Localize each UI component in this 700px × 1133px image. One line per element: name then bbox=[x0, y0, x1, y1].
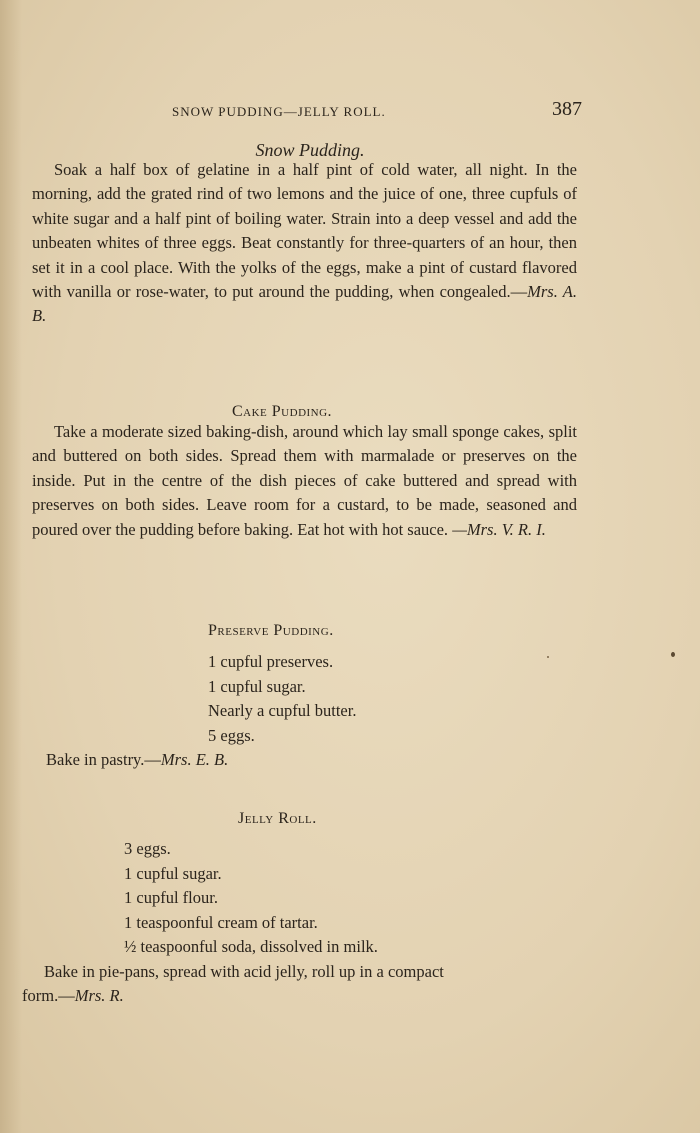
snow-pudding-body: Soak a half box of gelatine in a half pint of cold water, all night. In the morning, add the grated rind of two lemons and the juice of one, three cupfuls of white sugar and a half pint of boiling water. Strain into a deep vessel and add the unbeaten whites of three eggs. Beat constantly for three-quarters of an hour, then set it in a cool place. With the yolks of the eggs, make a pint of custard flavored with vanilla or rose-water, to put around the pudding, when congealed.— bbox=[32, 160, 577, 302]
list-item: 1 teaspoonful cream of tartar. bbox=[124, 912, 318, 932]
list-item: 1 cupful sugar. bbox=[124, 863, 222, 883]
cake-pudding-text bbox=[32, 420, 577, 542]
list-item: 1 cupful flour. bbox=[124, 888, 218, 907]
cake-pudding-attribution: —Mrs. V. R. I. bbox=[452, 519, 546, 539]
page-header bbox=[172, 100, 582, 124]
list-item: 1 cupful sugar. bbox=[208, 676, 306, 696]
snow-pudding-text bbox=[32, 158, 577, 329]
page-gutter-shadow bbox=[0, 0, 22, 1133]
snow-pudding-attribution: Mrs. A. B. bbox=[32, 282, 577, 326]
jelly-roll-instruction-line-1: Bake in pie-pans, spread with acid jelly, roll up in a compact bbox=[44, 962, 444, 981]
running-head: SNOW PUDDING—JELLY ROLL. bbox=[172, 104, 386, 119]
paper-speck bbox=[547, 656, 549, 658]
jelly-roll-attribution: Mrs. R. bbox=[74, 986, 124, 1005]
preserve-pudding-ingredients bbox=[208, 650, 356, 748]
cake-pudding-title: Cake Pudding. bbox=[232, 403, 333, 420]
list-item: 5 eggs. bbox=[208, 725, 255, 745]
preserve-pudding-instruction bbox=[46, 750, 228, 770]
list-item: Nearly a cupful butter. bbox=[208, 701, 357, 720]
preserve-pudding-title: Preserve Pudding. bbox=[208, 622, 334, 639]
list-item: 3 eggs. bbox=[124, 839, 171, 858]
jelly-roll-title: Jelly Roll. bbox=[238, 810, 317, 827]
cake-pudding-body: Take a moderate sized baking-dish, around which lay small sponge cakes, split and buttered on both sides. Spread them with marmalade or preserves on the inside. Put in the centre of the dish pieces of cake buttered and spread with preserves on both sides. Leave room for a custard, to be made, seasoned and poured over the pudding before baking. Eat hot with hot sauce. bbox=[32, 422, 577, 539]
page-number: 387 bbox=[552, 98, 582, 120]
jelly-roll-instruction-line-2 bbox=[22, 986, 124, 1006]
list-item: 1 cupful preserves. bbox=[208, 652, 334, 671]
snow-pudding-title: Snow Pudding. bbox=[255, 140, 365, 160]
jelly-roll-instruction-text: form.— bbox=[22, 986, 75, 1005]
paper-speck bbox=[671, 652, 675, 657]
list-item: ½ teaspoonful soda, dissolved in milk. bbox=[124, 937, 378, 956]
preserve-pudding-instruction-text: Bake in pastry.— bbox=[46, 750, 161, 769]
jelly-roll-ingredients bbox=[124, 837, 378, 960]
preserve-pudding-attribution: Mrs. E. B. bbox=[160, 750, 229, 769]
